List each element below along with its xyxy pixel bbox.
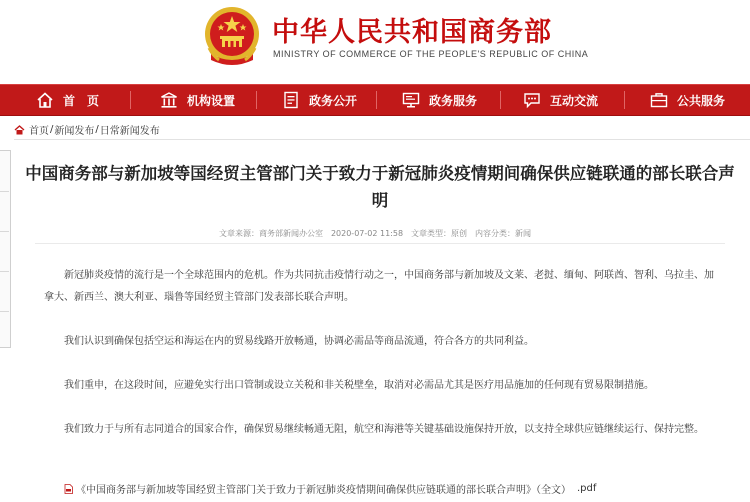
document-icon xyxy=(282,91,300,109)
article-title: 中国商务部与新加坡等国经贸主管部门关于致力于新冠肺炎疫情期间确保供应链联通的部长联合声明 xyxy=(25,164,735,210)
building-icon xyxy=(160,91,178,109)
nav-label: 首 页 xyxy=(63,93,100,108)
article-paragraph: 我们认识到确保包括空运和海运在内的贸易线路开放畅通，协调必需品等商品流通，符合各方的共同利益。 xyxy=(64,336,534,347)
nav-divider xyxy=(130,91,131,109)
nav-divider xyxy=(500,91,501,109)
breadcrumb-home-link[interactable]: 首页 xyxy=(29,126,49,137)
attachment-link[interactable] xyxy=(64,481,596,496)
breadcrumb-divider xyxy=(14,139,750,140)
nav-item-interaction[interactable] xyxy=(523,85,598,115)
toolbar-divider xyxy=(0,191,9,192)
breadcrumb-news-link[interactable]: 新闻发布 xyxy=(54,126,95,137)
nav-item-government-affairs[interactable] xyxy=(282,85,357,115)
nav-item-government-services[interactable] xyxy=(402,85,477,115)
nav-label: 公共服务 xyxy=(677,93,726,108)
nav-label: 互动交流 xyxy=(550,93,599,108)
article-paragraph: 我们致力于与所有志同道合的国家合作，确保贸易继续畅通无阻，航空和海港等关键基础设施保持开放，以支持全球供应链继续运行、保持完整。 xyxy=(64,424,704,435)
nav-label: 机构设置 xyxy=(187,93,236,108)
article-paragraph: 新冠肺炎疫情的流行是一个全球范围内的危机。作为共同抗击疫情行动之一，中国商务部与新加坡及文莱、老挝、缅甸、阿联酋、智利、乌拉圭、加拿大、新西兰、澳大利亚、瑙鲁等国经贸主管部门发表部长联合声明。 xyxy=(44,270,714,303)
pdf-file-icon xyxy=(64,484,73,494)
national-emblem-icon xyxy=(203,4,261,68)
nav-label: 政务公开 xyxy=(309,93,358,108)
toolbar-divider xyxy=(0,271,9,272)
nav-label: 政务服务 xyxy=(429,93,478,108)
chat-icon xyxy=(523,91,541,109)
nav-item-public-services[interactable] xyxy=(650,85,725,115)
nav-divider xyxy=(624,91,625,109)
monitor-icon xyxy=(402,91,420,109)
side-toolbar[interactable] xyxy=(0,150,11,348)
breadcrumb-daily-news-link[interactable]: 日常新闻发布 xyxy=(99,126,160,137)
toolbar-divider xyxy=(0,311,9,312)
breadcrumb-separator: / xyxy=(50,124,54,135)
breadcrumb xyxy=(14,122,160,137)
main-nav xyxy=(0,84,750,116)
breadcrumb-separator: / xyxy=(95,124,99,135)
site-title: 中华人民共和国商务部 xyxy=(272,17,552,48)
nav-divider xyxy=(256,91,257,109)
briefcase-icon xyxy=(650,91,668,109)
article-paragraph: 我们重申，在这段时间，应避免实行出口管制或设立关税和非关税壁垒，取消对必需品尤其是医疗用品施加的任何现有贸易限制措施。 xyxy=(64,380,654,391)
site-subtitle: MINISTRY OF COMMERCE OF THE PEOPLE'S REPUBLIC OF CHINA xyxy=(273,49,589,59)
nav-divider xyxy=(376,91,377,109)
location-marker-icon xyxy=(14,125,25,135)
nav-item-organization[interactable] xyxy=(160,85,235,115)
article-meta: 文章来源：商务部新闻办公室 2020-07-02 11:58 文章类型：原创 内容分类：新闻 xyxy=(218,229,532,238)
site-header xyxy=(0,0,750,84)
meta-divider xyxy=(35,243,725,244)
nav-item-home[interactable] xyxy=(36,85,99,115)
attachment-extension: .pdf xyxy=(577,483,597,494)
attachment-name: 《中国商务部与新加坡等国经贸主管部门关于致力于新冠肺炎疫情期间确保供应链联通的部长联合声明》（全文） xyxy=(76,485,571,496)
home-icon xyxy=(36,91,54,109)
